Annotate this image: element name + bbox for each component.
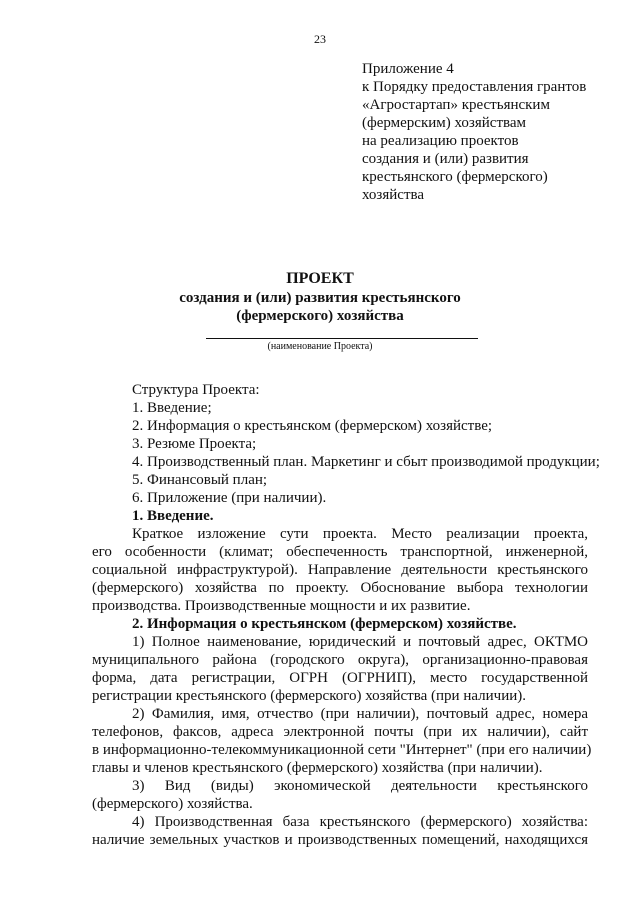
section-farm-info [92,615,592,849]
appendix-line: к Порядку предоставления грантов [362,79,587,95]
structure-item: 6. Приложение (при наличии). [132,490,327,506]
paragraph-line: телефонов, факсов, адреса электронной почты (при их наличии), сайт [92,724,588,740]
section-heading: 1. Введение. [132,508,214,524]
paragraph-line: форма, дата регистрации, ОГРН (ОГРНИП), место государственной [92,670,588,686]
page-number: 23 [314,32,326,46]
structure-item: 5. Финансовый план; [132,472,268,488]
appendix-line: Приложение 4 [362,61,454,77]
paragraph-line: муниципального района (городского округа), организационно-правовая [92,652,588,668]
paragraph-line: (фермерского) хозяйства. [92,796,253,812]
structure-item: 1. Введение; [132,400,212,416]
paragraph-line: социальной инфраструктурой). Направление деятельности крестьянского [92,562,588,578]
paragraph-line: 4) Производственная база крестьянского (фермерского) хозяйства: [132,814,588,830]
paragraph-line: его особенности (климат; обеспеченность транспортной, инженерной, [92,544,588,560]
appendix-line: создания и (или) развития [362,151,529,167]
paragraph-line: главы и членов крестьянского (фермерского) хозяйства (при наличии). [92,760,543,776]
appendix-line: «Агростартап» крестьянским [362,97,550,113]
section-heading: 2. Информация о крестьянском (фермерском) хозяйстве. [132,616,517,632]
paragraph-line: 2) Фамилия, имя, отчество (при наличии), почтовый адрес, номера [132,706,588,722]
document-title: ПРОЕКТ [286,270,354,287]
paragraph-line: в информационно-телекоммуникационной сети "Интернет" (при его наличии) [92,742,592,758]
structure-item: 2. Информация о крестьянском (фермерском) хозяйстве; [132,418,493,434]
appendix-line: крестьянского (фермерского) [362,169,548,185]
structure-list [92,381,600,507]
structure-item: 4. Производственный план. Маркетинг и сбыт производимой продукции; [132,454,600,470]
paragraph-line: регистрации крестьянского (фермерского) хозяйства (при наличии). [92,688,526,704]
project-name-caption: (наименование Проекта) [267,341,373,352]
appendix-note [362,60,586,204]
project-name-blank-line [206,338,478,339]
document-subtitle: создания и (или) развития крестьянского [179,290,461,306]
paragraph-line: 3) Вид (виды) экономической деятельности крестьянского [132,778,588,794]
appendix-line: (фермерским) хозяйствам [362,115,527,131]
paragraph-line: производства. Производственные мощности и их развитие. [92,598,471,614]
paragraph-line: наличие земельных участков и производственных помещений, находящихся [92,832,588,848]
document-subtitle-line2: (фермерского) хозяйства [236,308,404,324]
structure-item: 3. Резюме Проекта; [132,436,257,452]
paragraph-line: (фермерского) хозяйства по проекту. Обоснование выбора технологии [92,580,588,596]
section-introduction [92,507,588,615]
structure-heading: Структура Проекта: [132,382,260,398]
appendix-line: на реализацию проектов [362,133,519,149]
appendix-line: хозяйства [362,187,425,203]
paragraph-line: 1) Полное наименование, юридический и почтовый адрес, ОКТМО [132,634,588,650]
paragraph-line: Краткое изложение сути проекта. Место реализации проекта, [132,526,588,542]
